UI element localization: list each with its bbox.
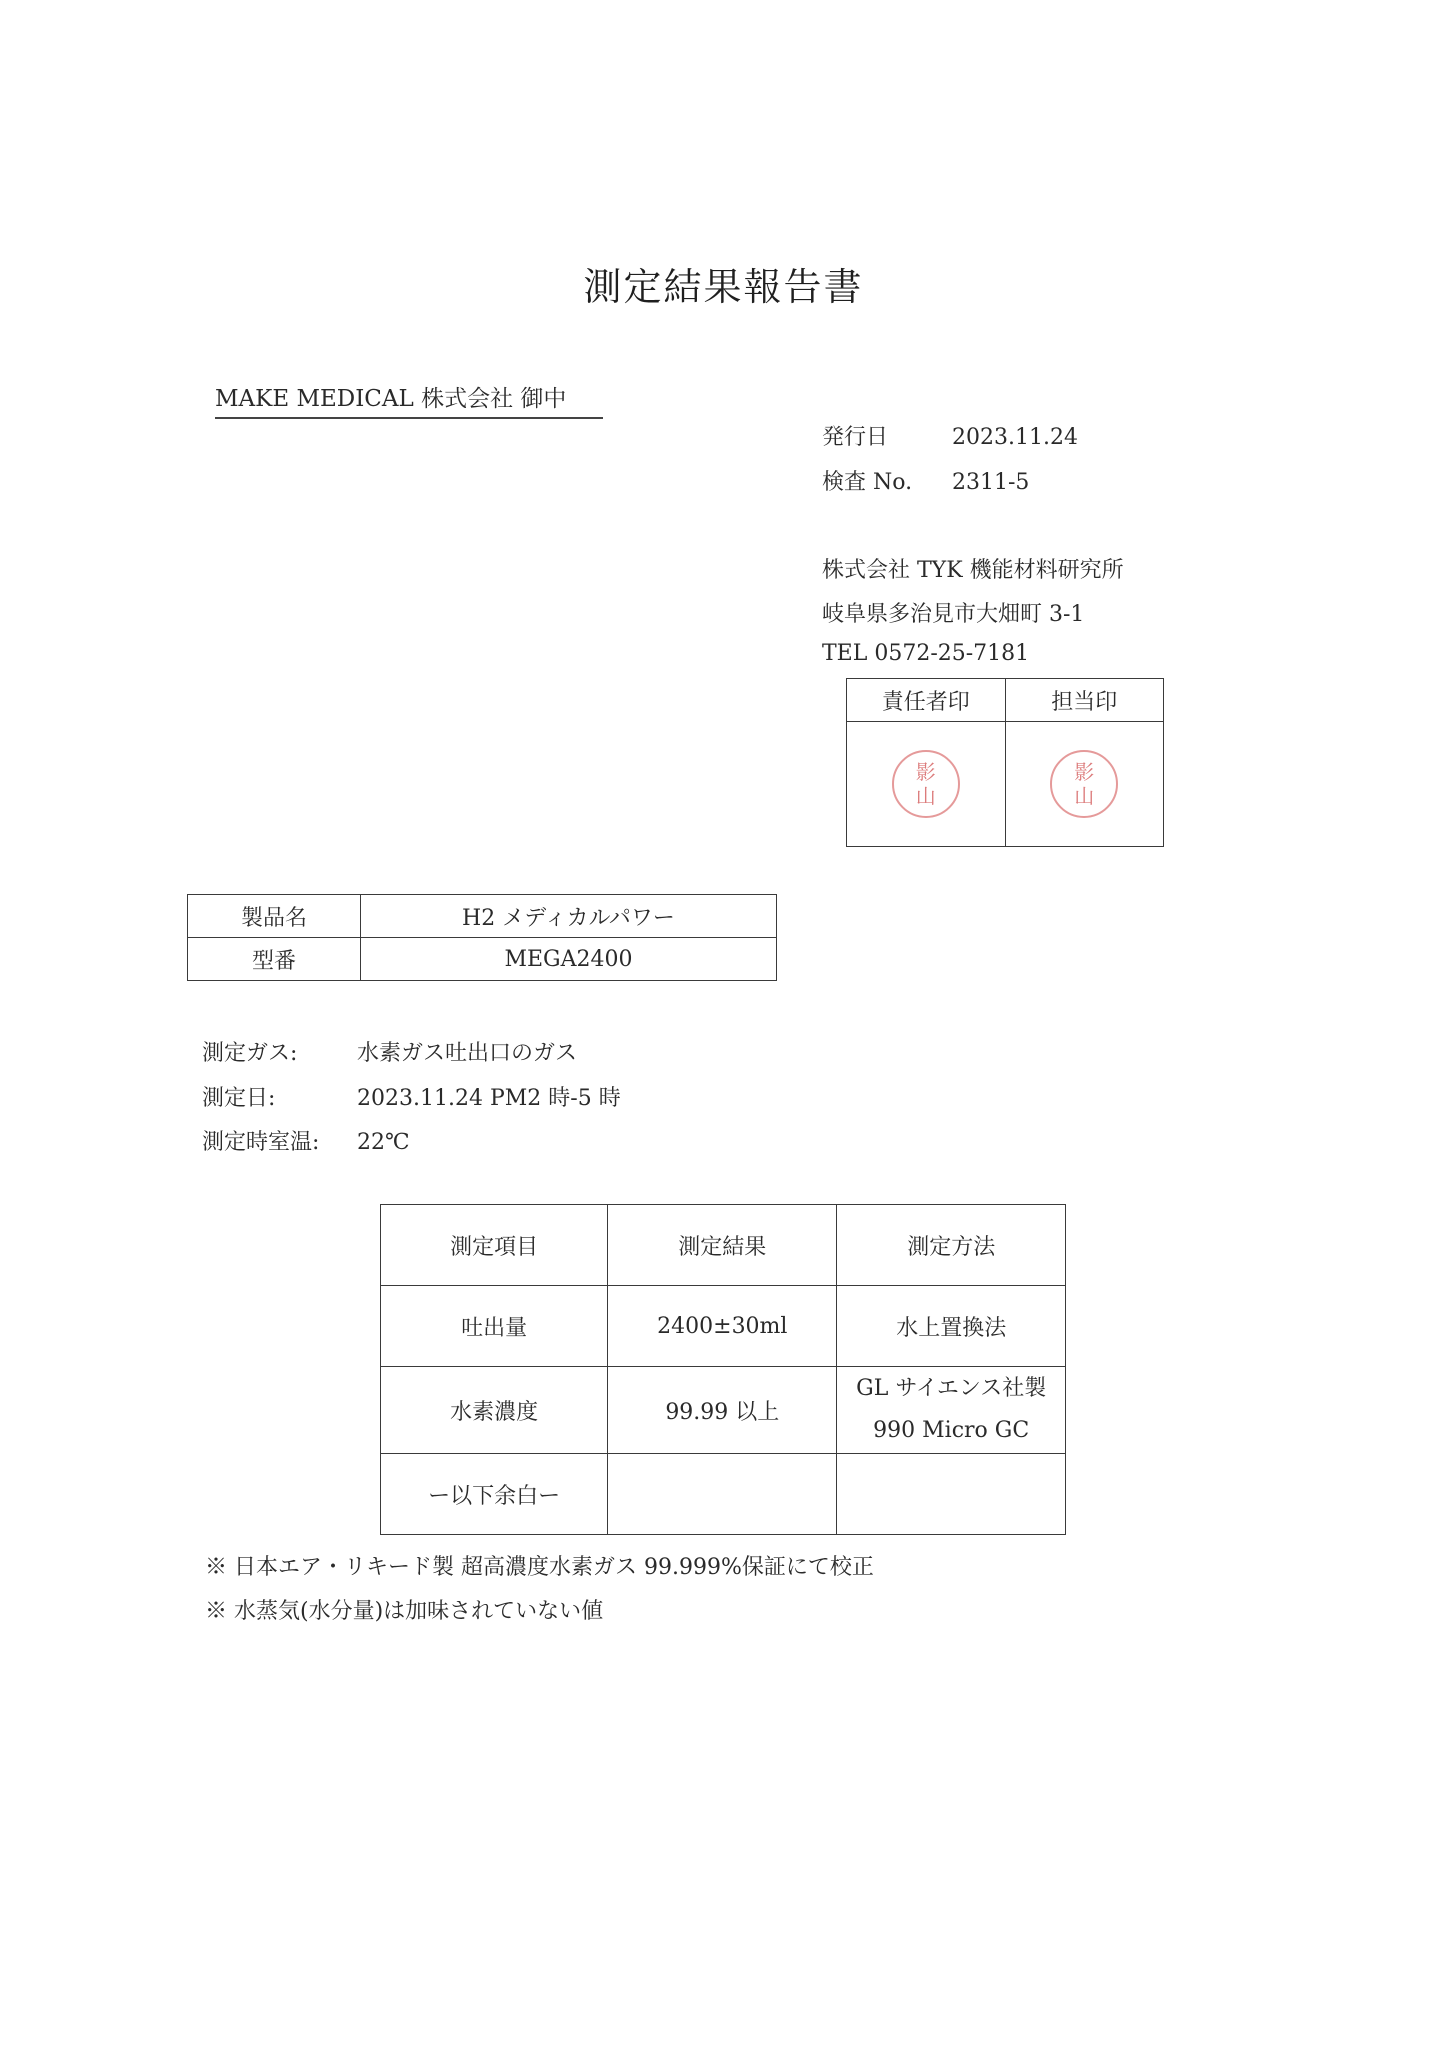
issue-date-label: 発行日 — [822, 425, 889, 450]
stamp-table — [846, 678, 1164, 847]
recipient: MAKE MEDICAL 株式会社 御中 — [215, 380, 603, 419]
staff-stamp-cell — [1005, 722, 1164, 847]
product-table — [187, 894, 777, 981]
issue-date-value: 2023.11.24 — [952, 425, 1078, 450]
row-method: 水上置換法 — [837, 1286, 1066, 1367]
product-name-value: H2 メディカルパワー — [361, 895, 777, 938]
header-method: 測定方法 — [837, 1205, 1066, 1286]
table-row — [381, 1367, 1066, 1454]
inspection-no-row — [822, 465, 1029, 496]
row-method — [837, 1454, 1066, 1535]
measurement-temp-label: 測定時室温: — [202, 1130, 320, 1155]
model-label: 型番 — [188, 938, 361, 981]
note-moisture: ※ 水蒸気(水分量)は加味されていない値 — [205, 1599, 604, 1624]
note-calibration: ※ 日本エア・リキード製 超高濃度水素ガス 99.999%保証にて校正 — [205, 1555, 874, 1580]
inspection-no-value: 2311-5 — [952, 470, 1030, 495]
issue-date-row — [822, 420, 1078, 451]
manager-stamp-cell — [847, 722, 1006, 847]
table-row — [381, 1454, 1066, 1535]
row-result — [608, 1454, 837, 1535]
header-result: 測定結果 — [608, 1205, 837, 1286]
measurement-gas-label: 測定ガス: — [202, 1041, 298, 1066]
row-item: 吐出量 — [381, 1286, 608, 1367]
table-row — [381, 1286, 1066, 1367]
row-item: ー以下余白ー — [381, 1454, 608, 1535]
row-method — [837, 1367, 1066, 1454]
method-line-1: GL サイエンス社製 — [856, 1376, 1047, 1401]
issuer-address: 岐阜県多治見市大畑町 3-1 — [822, 602, 1085, 627]
issuer-company: 株式会社 TYK 機能材料研究所 — [822, 558, 1124, 583]
staff-seal-icon: 影 山 — [1050, 750, 1118, 818]
measurement-gas-row — [202, 1036, 577, 1067]
measurement-gas-value: 水素ガス吐出口のガス — [357, 1041, 578, 1066]
method-line-2: 990 Micro GC — [873, 1418, 1030, 1443]
row-item: 水素濃度 — [381, 1367, 608, 1454]
product-name-label: 製品名 — [188, 895, 361, 938]
inspection-no-label: 検査 No. — [822, 470, 913, 495]
document-title: 測定結果報告書 — [583, 265, 864, 309]
manager-stamp-label: 責任者印 — [847, 679, 1006, 722]
measurement-date-row — [202, 1081, 621, 1112]
row-result: 2400±30ml — [608, 1286, 837, 1367]
measurement-date-label: 測定日: — [202, 1086, 276, 1111]
model-value: MEGA2400 — [361, 938, 777, 981]
measurement-date-value: 2023.11.24 PM2 時-5 時 — [357, 1086, 621, 1111]
results-header-row — [381, 1205, 1066, 1286]
staff-stamp-label: 担当印 — [1005, 679, 1164, 722]
manager-seal-icon: 影 山 — [892, 750, 960, 818]
measurement-temp-value: 22℃ — [357, 1130, 410, 1155]
measurement-temp-row — [202, 1125, 410, 1156]
header-item: 測定項目 — [381, 1205, 608, 1286]
row-result: 99.99 以上 — [608, 1367, 837, 1454]
issuer-tel: TEL 0572-25-7181 — [822, 641, 1030, 666]
results-table — [380, 1204, 1066, 1535]
